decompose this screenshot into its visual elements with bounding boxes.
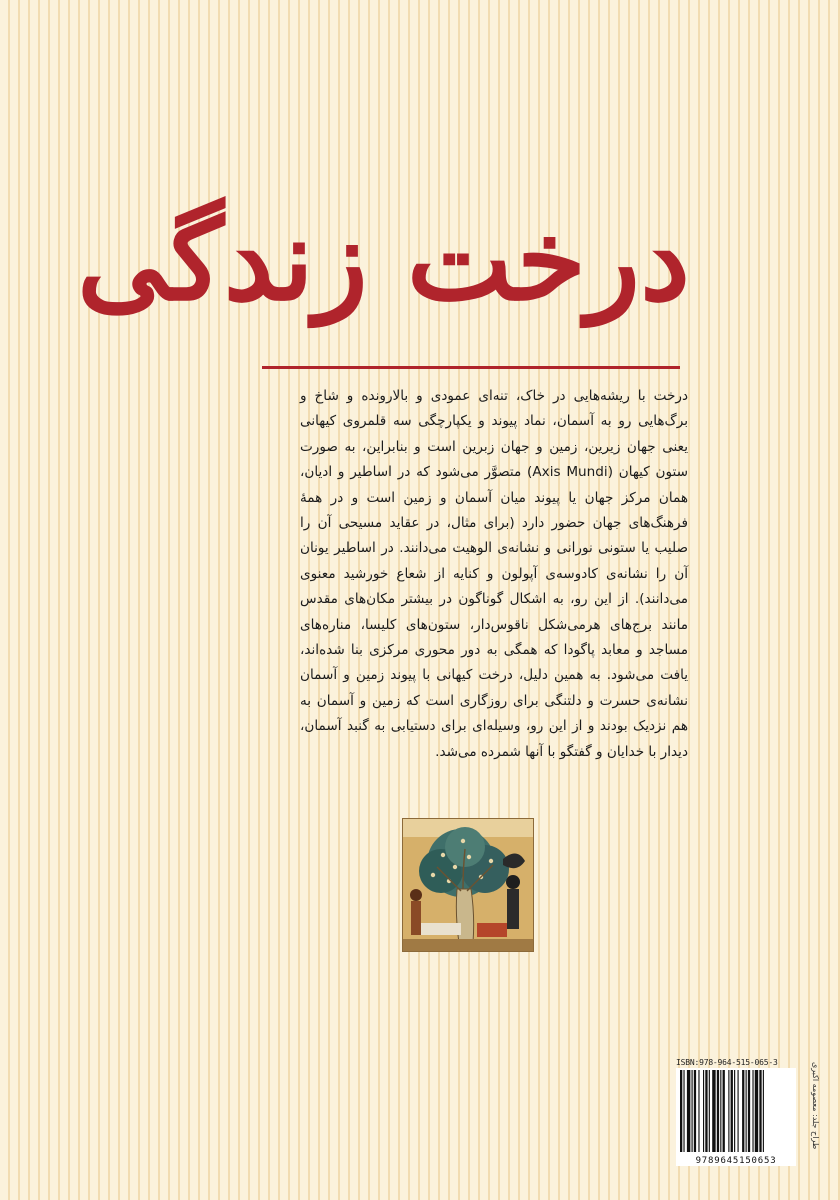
barcode-bar bbox=[752, 1070, 753, 1152]
book-title: درخت زندگی bbox=[77, 195, 690, 326]
barcode-bar bbox=[709, 1070, 710, 1152]
barcode-bar bbox=[687, 1070, 690, 1152]
barcode-bar bbox=[731, 1070, 733, 1152]
barcode-bar bbox=[720, 1070, 721, 1152]
barcode-bar bbox=[703, 1070, 704, 1152]
barcode-bar bbox=[728, 1070, 729, 1152]
barcode-bar bbox=[755, 1070, 758, 1152]
description-text: درخت با ریشه‌هایی در خاک، تنه‌ای عمودی و بالارونده و شاخ و برگ‌هایی رو به آسمان، نماد پیوند و یکپارچگی سه قلمروی کیهانی یعنی جهان زیرین، زمین و جهان زبرین است و بنابراین، به صورت ستون کیهان (Axis Mundi) متصوَّر می‌شود که در اساطیر و ادیان، همان مرکز جهان یا پیوند میان آسمان و زمین است و در همهٔ فرهنگ‌های جهان حضور دارد (برای مثال، در عقاید مسیحی آن را صلیب یا ستونی نورانی و نشانه‌ی الوهیت می‌دانند. در اساطیر یونان آن را نشانه‌ی کادوسه‌ی آپولون و کنایه از شعاع خورشید معنوی می‌دانند). از این رو، به اشکال گوناگون در بیشتر مکان‌های مقدس مانند برج‌های هرمی‌شکل ناقوس‌دار، ستون‌های کلیسا، مناره‌های مساجد و معابد پاگودا که همگی به دور محوری مرکزی بنا شده‌اند، یافت می‌شود. به همین دلیل، درخت کیهانی با پیوند زمین و آسمان نشانه‌ی حسرت و دلتنگی برای روزگاری است که زمین و آسمان به هم نزدیک بودند و از این رو، وسیله‌ای برای دستیابی به گنبد آسمان، دیدار با خدایان و گفتگو با آنها شمرده می‌شد. bbox=[300, 388, 688, 760]
barcode-bar bbox=[712, 1070, 715, 1152]
tree-of-life-image bbox=[402, 818, 534, 952]
barcode-bar bbox=[694, 1070, 696, 1152]
barcode-bar bbox=[748, 1070, 750, 1152]
barcode-bar bbox=[746, 1070, 747, 1152]
title-divider bbox=[262, 366, 680, 369]
barcode-bar bbox=[717, 1070, 719, 1152]
barcode-bar bbox=[705, 1070, 707, 1152]
barcode-bar bbox=[763, 1070, 764, 1152]
barcode-bar bbox=[723, 1070, 725, 1152]
barcode-bar bbox=[738, 1070, 739, 1152]
barcode-bar bbox=[692, 1070, 693, 1152]
barcode bbox=[676, 1068, 796, 1166]
barcode-digits: 9789645150653 bbox=[695, 1156, 777, 1166]
barcode-bar bbox=[698, 1070, 699, 1152]
barcode-bar bbox=[680, 1070, 682, 1152]
barcode-bar bbox=[683, 1070, 684, 1152]
barcode-bar bbox=[734, 1070, 735, 1152]
barcode-bar bbox=[759, 1070, 761, 1152]
isbn-barcode-block bbox=[676, 1058, 828, 1168]
barcode-bar bbox=[742, 1070, 744, 1152]
isbn-label: ISBN:978-964-515-065-3 bbox=[676, 1058, 778, 1067]
designer-credit: طراح جلد: معصومه اکبری bbox=[811, 1062, 820, 1150]
